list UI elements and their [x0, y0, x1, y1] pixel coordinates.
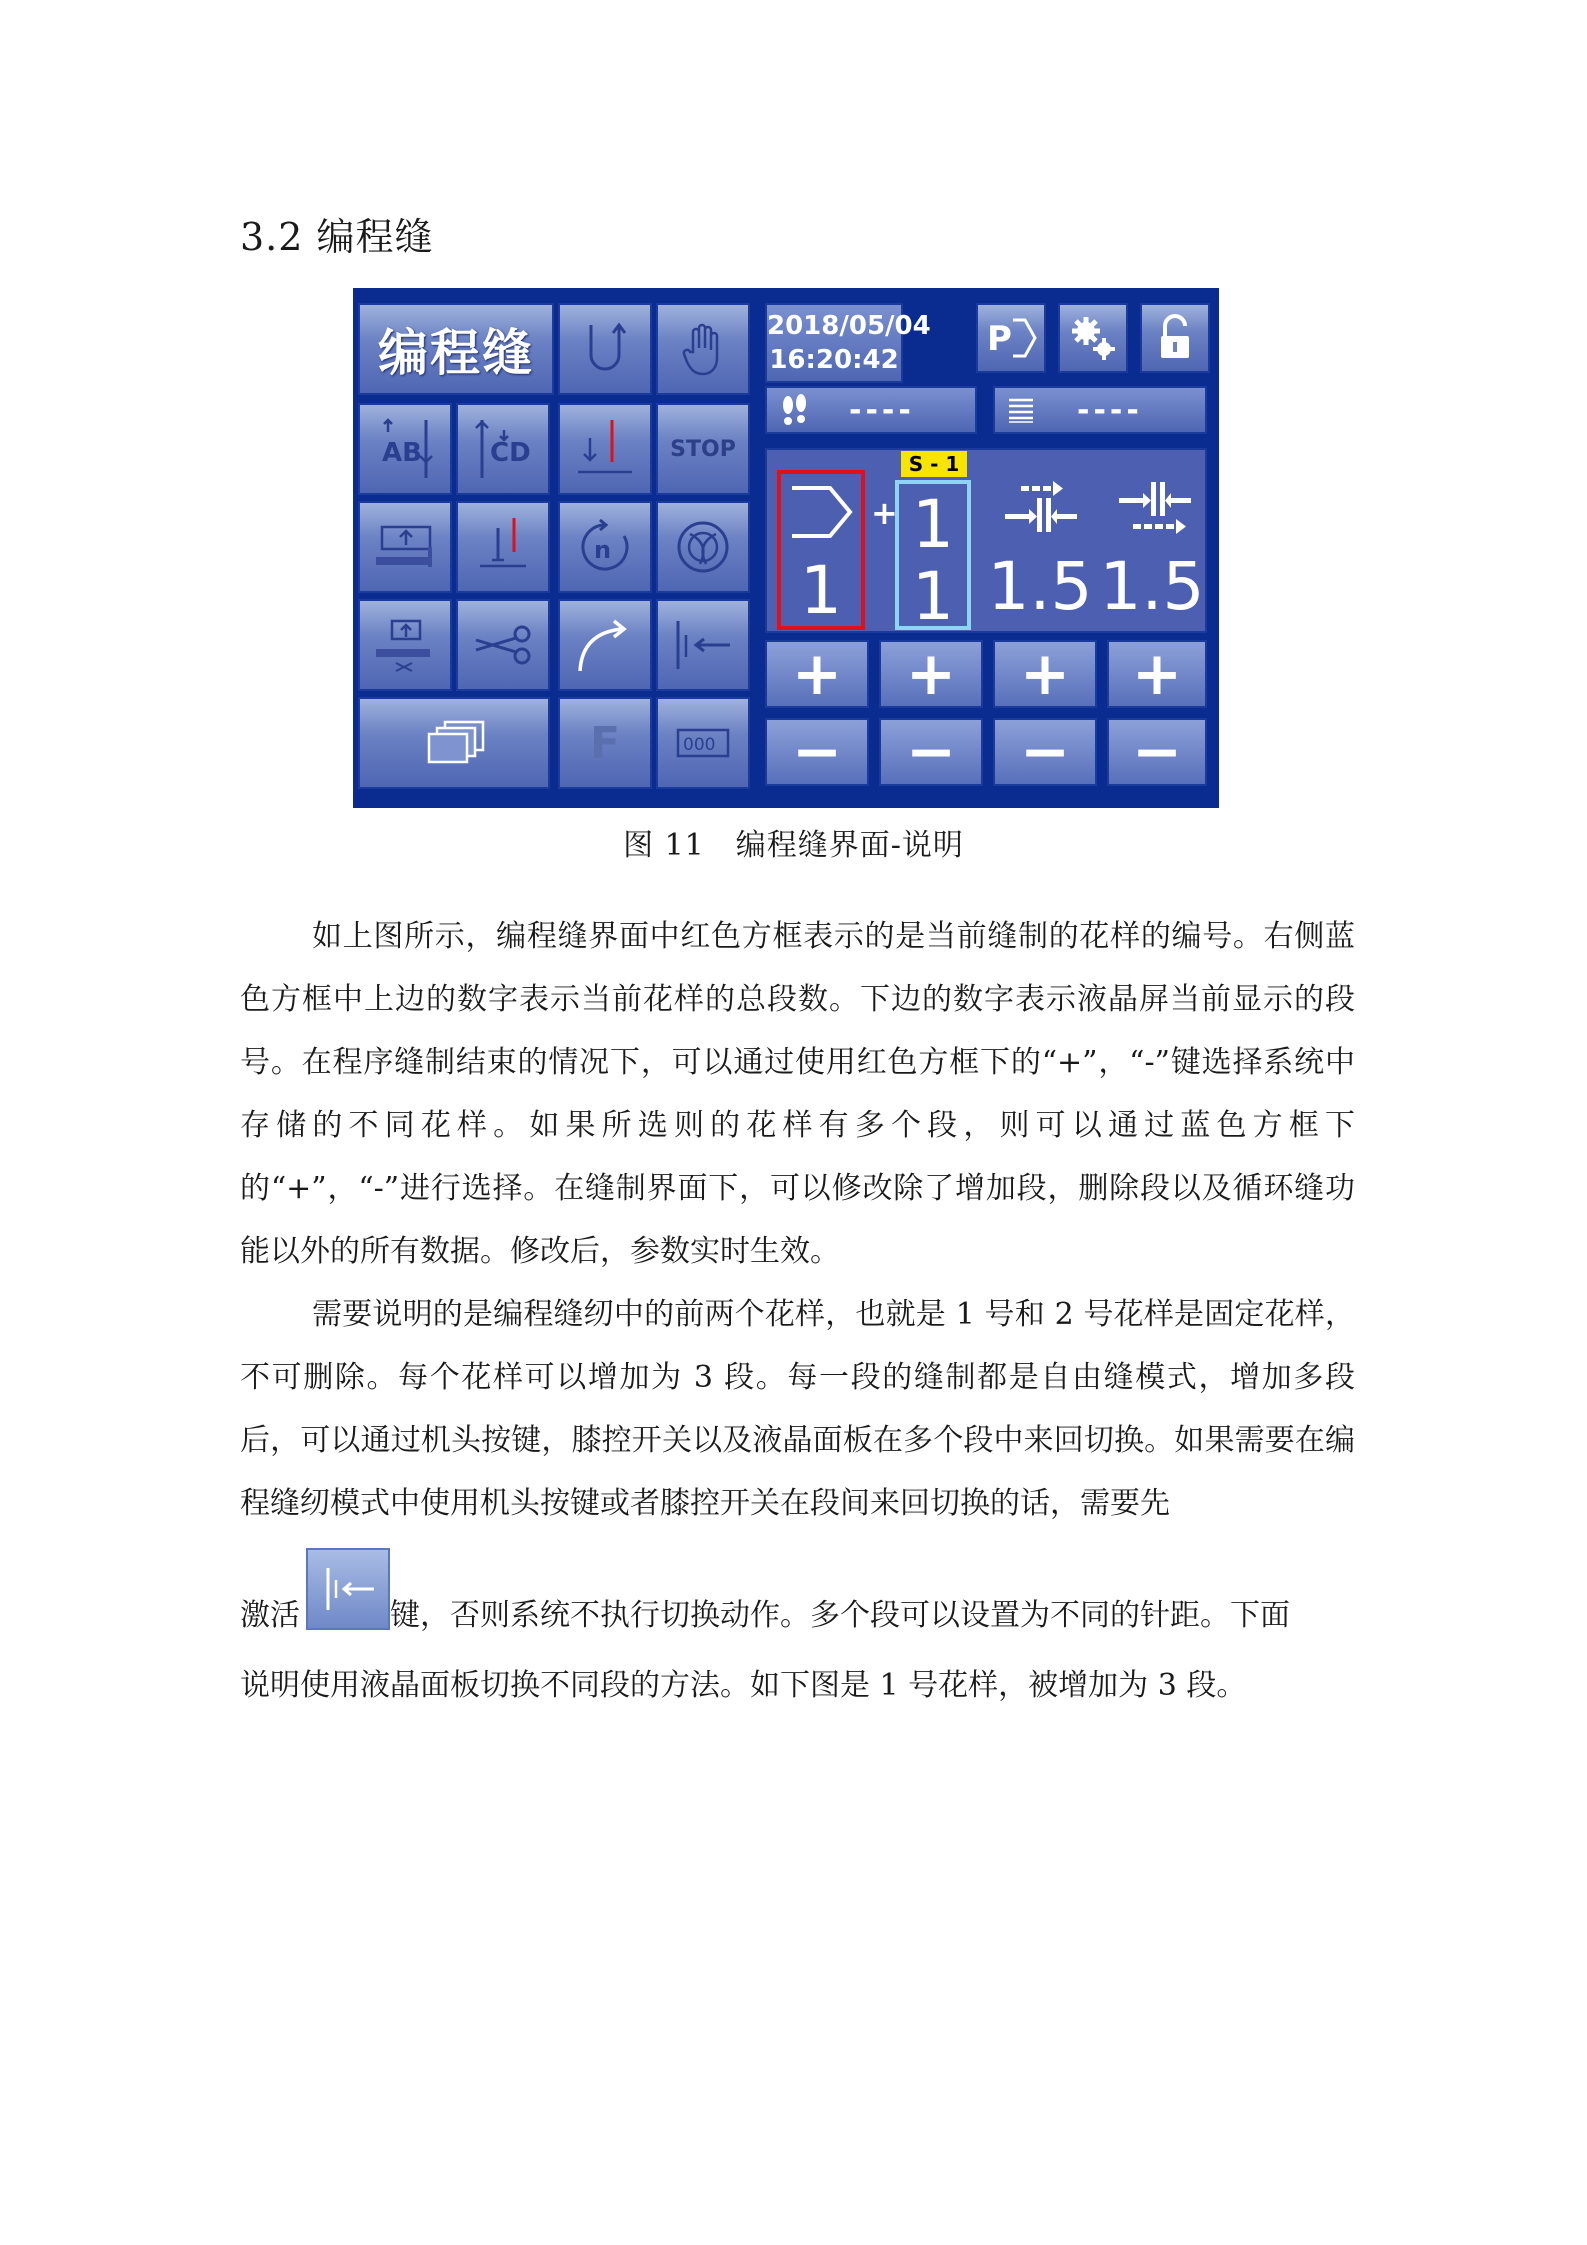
pattern-plus-button[interactable]: + [765, 640, 869, 708]
settings-button[interactable] [1058, 303, 1128, 373]
p-pattern-icon [983, 312, 1039, 364]
lock-button[interactable] [1140, 303, 1210, 373]
ab-text: AB [382, 438, 422, 468]
plus-sign: + [871, 494, 898, 532]
inline-segment-switch-key [306, 1548, 390, 1630]
cd-icon [470, 416, 536, 482]
pattern-shape-icon [786, 482, 856, 542]
f-button[interactable] [558, 697, 652, 789]
pattern-number-box [777, 470, 865, 630]
windows-icon [419, 718, 489, 768]
hand-stop-icon [681, 322, 725, 376]
paragraph-2 [240, 1283, 1355, 1535]
cd-text: CD [490, 438, 531, 468]
segment-tag: S - 1 [901, 451, 967, 477]
mode-title-button[interactable]: 编程缝 [358, 303, 554, 395]
control-panel-screenshot [353, 288, 1219, 808]
counter-icon [670, 718, 736, 768]
segment-current: 1 [912, 558, 954, 635]
section-heading: 3.2 编程缝 [240, 215, 434, 259]
stitch-length-1-minus-button[interactable]: − [993, 718, 1097, 786]
unlock-icon [1155, 314, 1195, 362]
cd-button[interactable] [456, 403, 550, 495]
pattern-minus-button[interactable]: − [765, 718, 869, 786]
inline-text-before: 激活 [240, 1598, 300, 1633]
gears-icon [1068, 313, 1118, 363]
foot-cut-icon [372, 615, 438, 675]
curve-stitch-button[interactable] [558, 599, 652, 691]
n-loop-button[interactable] [558, 501, 652, 593]
foot-lift-button[interactable] [358, 501, 452, 593]
stitch-count-value: ---- [849, 392, 915, 428]
layer-count-bar [993, 386, 1207, 434]
paragraph-2-text: 需要说明的是编程缝纫中的前两个花样，也就是 1 号和 2 号花样是固定花样，不可删除。每个花样可以增加为 3 段。每一段的缝制都是自由缝模式，增加多段后，可以通过机头按键，膝控开关以及液晶面板在多个段中来回切换。如果需要在编程缝纫模式中使用机头按键或者膝控开关在段间来回切换的话，需要先 [240, 1297, 1355, 1521]
f-icon: F [589, 717, 621, 769]
stop-icon: STOP [670, 436, 736, 462]
stitch-count-bar [765, 386, 977, 434]
stitch-length-icon-2 [1115, 478, 1195, 538]
segment-plus-button[interactable]: + [879, 640, 983, 708]
stitch-length-2-minus-button[interactable]: − [1107, 718, 1207, 786]
time-text: 16:20:42 [769, 345, 899, 375]
p-pattern-button[interactable] [976, 303, 1046, 373]
figure-caption: 图 11 编程缝界面-说明 [623, 828, 964, 863]
u-turn-icon [583, 321, 627, 377]
pattern-number: 1 [800, 552, 842, 629]
stitch-length-value-2[interactable]: 1.5 [1099, 548, 1205, 625]
footprint-icon [779, 393, 809, 427]
needle-position-icon [470, 514, 536, 580]
pattern-display [765, 448, 1207, 633]
scissors-icon [470, 620, 536, 670]
p-letter: P [987, 319, 1012, 359]
stop-button[interactable] [656, 403, 750, 495]
n-text: n [594, 536, 612, 564]
windows-button[interactable] [358, 697, 550, 789]
inline-text-after: 键，否则系统不执行切换动作。多个段可以设置为不同的针距。下面 [390, 1598, 1290, 1633]
needle-position-button[interactable] [456, 501, 550, 593]
layers-icon [1007, 395, 1037, 425]
last-line: 说明使用液晶面板切换不同段的方法。如下图是 1 号花样，被增加为 3 段。 [240, 1668, 1247, 1703]
stitch-length-icon-1 [1001, 478, 1081, 538]
paragraph-1-text: 如上图所示，编程缝界面中红色方框表示的是当前缝制的花样的编号。右侧蓝色方框中上边的数字表示当前花样的总段数。下边的数字表示液晶屏当前显示的段号。在程序缝制结束的情况下，可以通过使用红色方框下的“+”，“-”键选择系统中存储的不同花样。如果所选则的花样有多个段，则可以通过蓝色方框下的“+”，“-”进行选择。在缝制界面下，可以修改除了增加段，删除段以及循环缝功能以外的所有数据。修改后，参数实时生效。 [240, 919, 1355, 1269]
u-turn-button[interactable] [558, 303, 652, 395]
stitch-length-1-plus-button[interactable]: + [993, 640, 1097, 708]
date-text: 2018/05/04 [767, 311, 931, 341]
datetime-display [765, 303, 931, 383]
hand-stop-button[interactable] [656, 303, 750, 395]
needle-down-icon [572, 416, 638, 482]
segment-switch-icon [318, 1562, 378, 1616]
segment-switch-icon [670, 615, 736, 675]
segment-box [895, 480, 971, 635]
counter-text: 000 [683, 735, 716, 755]
segment-minus-button[interactable]: − [879, 718, 983, 786]
foot-lift-icon [372, 517, 438, 577]
bobbin-icon [670, 514, 736, 580]
curve-arrow-icon [572, 615, 638, 675]
segment-total: 1 [912, 486, 954, 563]
scissors-button[interactable] [456, 599, 550, 691]
layer-count-value: ---- [1077, 392, 1143, 428]
n-loop-icon [572, 514, 638, 580]
paragraph-1 [240, 905, 1355, 1283]
ab-button[interactable] [358, 403, 452, 495]
segment-switch-button[interactable] [656, 599, 750, 691]
needle-down-button[interactable] [558, 403, 652, 495]
stitch-length-2-plus-button[interactable]: + [1107, 640, 1207, 708]
ab-icon [372, 416, 438, 482]
inline-icon-line [240, 1548, 1355, 1638]
foot-cut-button[interactable] [358, 599, 452, 691]
bobbin-button[interactable] [656, 501, 750, 593]
stitch-length-value-1[interactable]: 1.5 [987, 548, 1093, 625]
counter-button[interactable] [656, 697, 750, 789]
